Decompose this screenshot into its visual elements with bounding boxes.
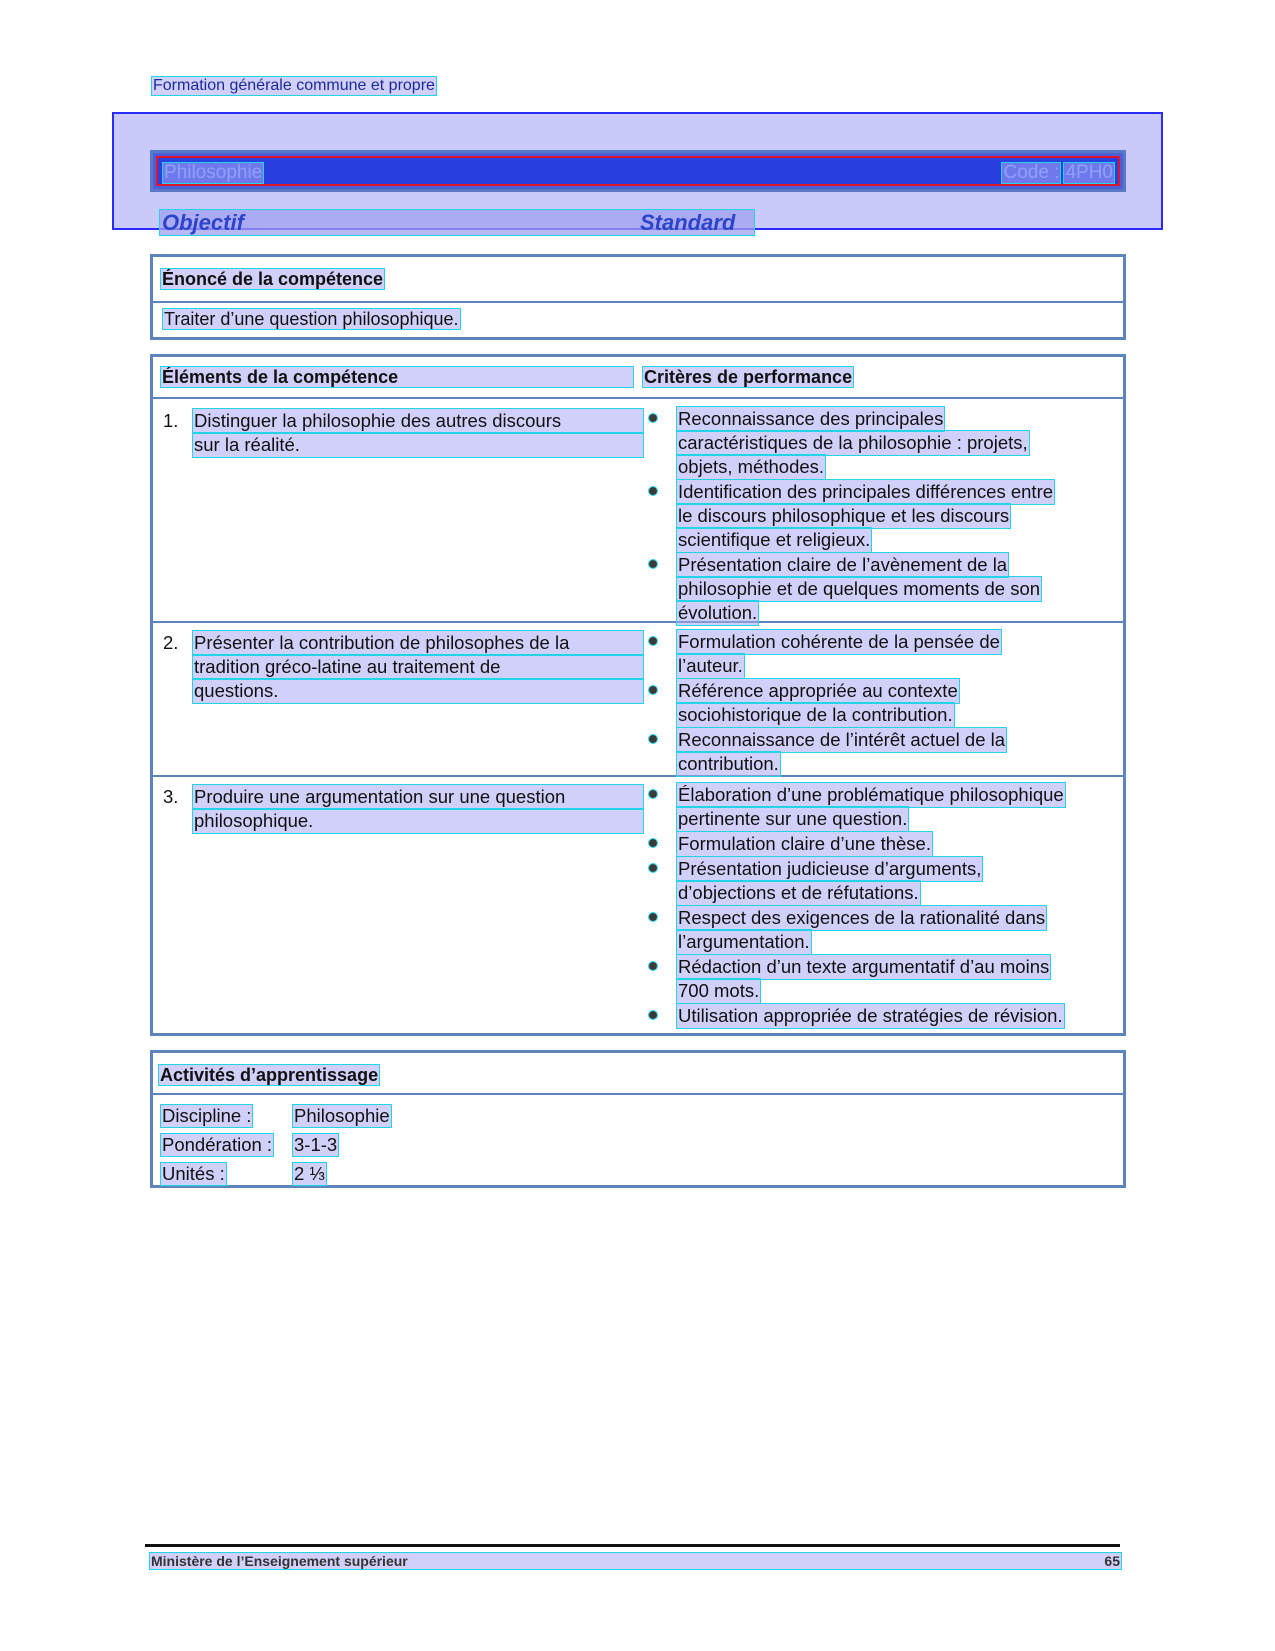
criterion-item xyxy=(645,728,1120,776)
criterion-line: contribution. xyxy=(678,753,779,774)
element-number: 1. xyxy=(163,410,179,431)
bullet-icon xyxy=(649,487,657,495)
course-title-inner xyxy=(156,156,1120,186)
criterion-line: pertinente sur une question. xyxy=(678,808,908,829)
element-text-3 xyxy=(163,785,643,833)
course-code xyxy=(1002,163,1114,183)
criterion-item xyxy=(645,783,1120,831)
element-line: Distinguer la philosophie des autres discours xyxy=(193,409,643,433)
criterion-line: Présentation judicieuse d’arguments, xyxy=(678,858,982,879)
criterion-line: Formulation cohérente de la pensée de xyxy=(678,631,1000,652)
criterion-line: l’argumentation. xyxy=(678,931,810,952)
element-row-2 xyxy=(153,623,1123,777)
element-line: questions. xyxy=(193,679,643,703)
criterion-item xyxy=(645,679,1120,727)
elements-heading: Éléments de la compétence xyxy=(161,367,633,387)
criterion-line: sociohistorique de la contribution. xyxy=(678,704,953,725)
bullet-icon xyxy=(649,1011,657,1019)
criteria-list-1 xyxy=(645,407,1120,626)
element-line: philosophique. xyxy=(193,809,643,833)
criterion-line: Présentation claire de l’avènement de la xyxy=(678,554,1008,575)
criterion-item xyxy=(645,407,1120,479)
bullet-icon xyxy=(649,913,657,921)
bullet-icon xyxy=(649,839,657,847)
criterion-line: d’objections et de réfutations. xyxy=(678,882,919,903)
criterion-line: Formulation claire d’une thèse. xyxy=(678,833,931,854)
criterion-item xyxy=(645,955,1120,1003)
criterion-item xyxy=(645,832,1120,856)
ponderation-value: 3-1-3 xyxy=(294,1134,338,1155)
criterion-line: 700 mots. xyxy=(678,980,760,1001)
standard-label: Standard xyxy=(640,210,736,235)
activites-box xyxy=(150,1050,1126,1188)
elements-head xyxy=(153,357,1123,399)
unites-label: Unités : xyxy=(162,1163,225,1184)
objectif-standard-row xyxy=(160,210,754,235)
element-text-1 xyxy=(163,409,643,457)
criteria-heading: Critères de performance xyxy=(644,367,853,387)
element-line: tradition gréco-latine au traitement de xyxy=(193,655,643,679)
element-line: Présenter la contribution de philosophes de la xyxy=(193,631,643,655)
ponderation-label: Pondération : xyxy=(162,1134,273,1155)
criterion-line: Reconnaissance de l’intérêt actuel de la xyxy=(678,729,1006,750)
bullet-icon xyxy=(649,864,657,872)
page-footer xyxy=(150,1553,1121,1569)
criterion-line: caractéristiques de la philosophie : projets, xyxy=(678,432,1028,453)
bullet-icon xyxy=(649,637,657,645)
ponderation-row xyxy=(153,1132,1123,1161)
criterion-line: Identification des principales différences entre xyxy=(678,481,1054,502)
unites-value: 2 ⅓ xyxy=(294,1163,325,1184)
bullet-icon xyxy=(649,735,657,743)
criterion-line: Reconnaissance des principales xyxy=(678,408,944,429)
footer-ministry: Ministère de l’Enseignement supérieur xyxy=(151,1553,408,1569)
element-number: 2. xyxy=(163,632,179,653)
criterion-line: Élaboration d’une problématique philosophique xyxy=(678,784,1064,805)
enonce-head xyxy=(153,257,1123,303)
enonce-text: Traiter d’une question philosophique. xyxy=(164,309,459,329)
criteria-list-3 xyxy=(645,783,1120,1029)
criterion-line: Respect des exigences de la rationalité dans xyxy=(678,907,1046,928)
criterion-line: Utilisation appropriée de stratégies de révision. xyxy=(678,1005,1063,1026)
course-code-value: 4PH0 xyxy=(1065,162,1113,183)
bullet-icon xyxy=(649,686,657,694)
criterion-line: objets, méthodes. xyxy=(678,456,825,477)
criterion-line: le discours philosophique et les discours xyxy=(678,505,1010,526)
bullet-icon xyxy=(649,560,657,568)
criterion-line: Référence appropriée au contexte xyxy=(678,680,958,701)
element-row-1 xyxy=(153,399,1123,623)
criterion-line: évolution. xyxy=(678,602,758,623)
element-text-2 xyxy=(163,631,643,703)
discipline-label: Discipline : xyxy=(162,1105,252,1126)
criterion-line: philosophie et de quelques moments de son xyxy=(678,578,1041,599)
criterion-item xyxy=(645,906,1120,954)
objectif-label: Objectif xyxy=(162,210,244,235)
criterion-line: l’auteur. xyxy=(678,655,743,676)
enonce-heading: Énoncé de la compétence xyxy=(162,269,384,289)
course-code-label: Code : xyxy=(1003,162,1060,183)
bullet-icon xyxy=(649,414,657,422)
criterion-item xyxy=(645,630,1120,678)
criterion-line: scientifique et religieux. xyxy=(678,529,871,550)
criterion-item xyxy=(645,1004,1120,1028)
criterion-line: Rédaction d’un texte argumentatif d’au moins xyxy=(678,956,1050,977)
discipline-row xyxy=(153,1103,1123,1132)
criterion-item xyxy=(645,553,1120,625)
bullet-icon xyxy=(649,790,657,798)
course-title-bar xyxy=(150,150,1126,192)
activites-body xyxy=(153,1095,1123,1190)
criteria-list-2 xyxy=(645,630,1120,777)
enonce-body xyxy=(153,303,1123,339)
enonce-box xyxy=(150,254,1126,340)
element-line: Produire une argumentation sur une question xyxy=(193,785,643,809)
course-title: Philosophie xyxy=(164,162,263,183)
page-number: 65 xyxy=(1104,1553,1120,1569)
unites-row xyxy=(153,1161,1123,1190)
activites-heading: Activités d’apprentissage xyxy=(160,1065,379,1085)
element-row-3 xyxy=(153,777,1123,1027)
element-number: 3. xyxy=(163,786,179,807)
criterion-item xyxy=(645,857,1120,905)
document-section-label: Formation générale commune et propre xyxy=(153,77,435,94)
activites-head xyxy=(153,1053,1123,1095)
bullet-icon xyxy=(649,962,657,970)
element-line: sur la réalité. xyxy=(193,433,643,457)
elements-box xyxy=(150,354,1126,1036)
criterion-item xyxy=(645,480,1120,552)
footer-rule xyxy=(145,1544,1120,1547)
discipline-value: Philosophie xyxy=(294,1105,390,1126)
